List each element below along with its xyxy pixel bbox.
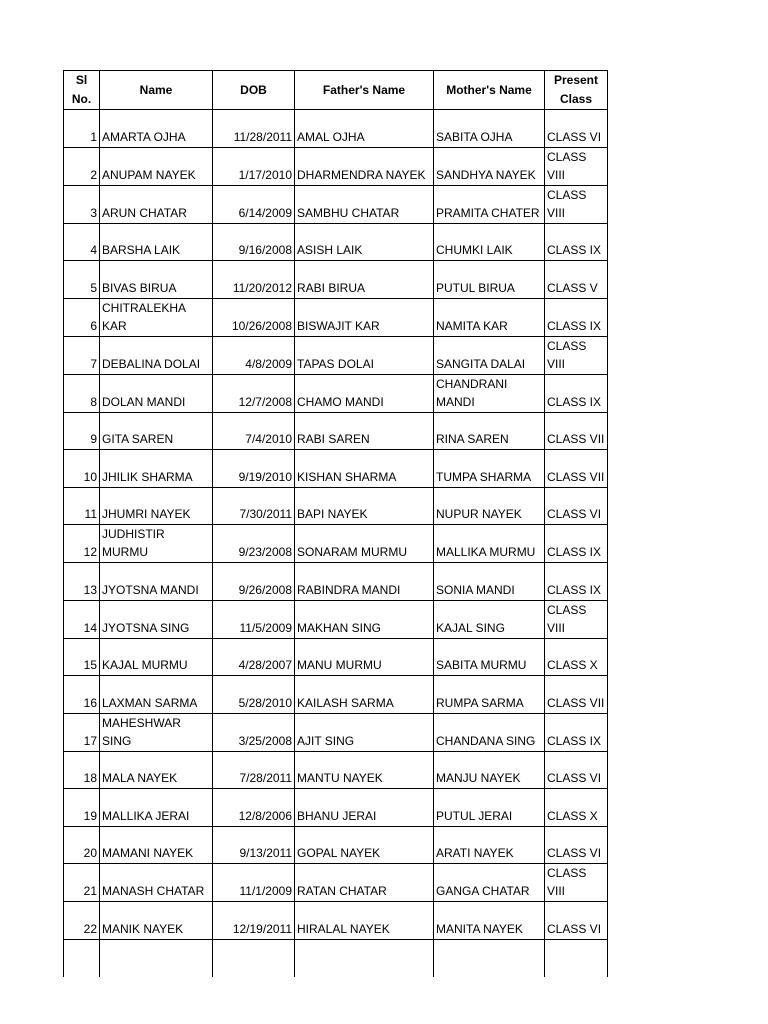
cell-dob: 12/19/2011	[213, 902, 295, 940]
cell-fathers-name: BISWAJIT KAR	[295, 298, 434, 336]
cell-sl-no: 8	[64, 374, 100, 412]
cell-fathers-name: RABI BIRUA	[295, 261, 434, 299]
cell-sl-no: 7	[64, 336, 100, 374]
header-fathers-name: Father's Name	[295, 71, 434, 110]
cell-sl-no: 3	[64, 185, 100, 223]
empty-cell	[100, 939, 213, 977]
table-row	[64, 826, 608, 864]
cell-mothers-name: MANJU NAYEK	[434, 751, 545, 789]
header-mothers-name: Mother's Name	[434, 71, 545, 110]
cell-dob: 1/17/2010	[213, 147, 295, 185]
cell-sl-no: 15	[64, 638, 100, 676]
cell-fathers-name: MAKHAN SING	[295, 600, 434, 638]
cell-dob: 10/26/2008	[213, 298, 295, 336]
cell-mothers-name: PUTUL BIRUA	[434, 261, 545, 299]
cell-name: MALA NAYEK	[100, 751, 213, 789]
table-row	[64, 261, 608, 299]
cell-present-class: CLASS IX	[545, 298, 608, 336]
table-row	[64, 902, 608, 940]
cell-present-class: CLASS VII	[545, 450, 608, 488]
cell-present-class: CLASS X	[545, 789, 608, 827]
cell-dob: 4/8/2009	[213, 336, 295, 374]
table-row	[64, 751, 608, 789]
cell-name: CHITRALEKHA KAR	[100, 298, 213, 336]
cell-dob: 7/4/2010	[213, 412, 295, 450]
table-row	[64, 412, 608, 450]
cell-dob: 9/23/2008	[213, 525, 295, 563]
cell-present-class: CLASS V	[545, 261, 608, 299]
cell-name: DEBALINA DOLAI	[100, 336, 213, 374]
cell-name: MAMANI NAYEK	[100, 826, 213, 864]
cell-dob: 11/28/2011	[213, 110, 295, 148]
cell-mothers-name: NAMITA KAR	[434, 298, 545, 336]
cell-mothers-name: SABITA OJHA	[434, 110, 545, 148]
cell-name: JYOTSNA SING	[100, 600, 213, 638]
table-row	[64, 676, 608, 714]
cell-dob: 9/16/2008	[213, 223, 295, 261]
cell-dob: 11/20/2012	[213, 261, 295, 299]
table-row	[64, 450, 608, 488]
cell-mothers-name: RUMPA SARMA	[434, 676, 545, 714]
cell-present-class: CLASS VI	[545, 110, 608, 148]
cell-dob: 9/19/2010	[213, 450, 295, 488]
table-row	[64, 563, 608, 601]
cell-sl-no: 20	[64, 826, 100, 864]
cell-fathers-name: MANU MURMU	[295, 638, 434, 676]
cell-present-class: CLASS VIII	[545, 336, 608, 374]
cell-present-class: CLASS VI	[545, 487, 608, 525]
cell-fathers-name: KAILASH SARMA	[295, 676, 434, 714]
cell-fathers-name: KISHAN SHARMA	[295, 450, 434, 488]
header-dob: DOB	[213, 71, 295, 110]
empty-cell	[434, 939, 545, 977]
cell-mothers-name: GANGA CHATAR	[434, 864, 545, 902]
cell-mothers-name: PRAMITA CHATER	[434, 185, 545, 223]
cell-name: JHUMRI NAYEK	[100, 487, 213, 525]
cell-sl-no: 6	[64, 298, 100, 336]
cell-sl-no: 22	[64, 902, 100, 940]
cell-present-class: CLASS IX	[545, 223, 608, 261]
cell-name: MANIK NAYEK	[100, 902, 213, 940]
table-row	[64, 525, 608, 563]
header-row	[64, 71, 608, 110]
cell-name: KAJAL MURMU	[100, 638, 213, 676]
header-present-class: Present Class	[545, 71, 608, 110]
cell-name: JUDHISTIR MURMU	[100, 525, 213, 563]
cell-mothers-name: CHANDANA SING	[434, 713, 545, 751]
empty-cell	[545, 939, 608, 977]
cell-name: JHILIK SHARMA	[100, 450, 213, 488]
cell-dob: 11/1/2009	[213, 864, 295, 902]
cell-dob: 7/30/2011	[213, 487, 295, 525]
table-row	[64, 336, 608, 374]
cell-fathers-name: RABI SAREN	[295, 412, 434, 450]
cell-mothers-name: MALLIKA MURMU	[434, 525, 545, 563]
table-row	[64, 223, 608, 261]
cell-fathers-name: GOPAL NAYEK	[295, 826, 434, 864]
cell-fathers-name: AMAL OJHA	[295, 110, 434, 148]
cell-dob: 5/28/2010	[213, 676, 295, 714]
cell-name: LAXMAN SARMA	[100, 676, 213, 714]
table-row	[64, 110, 608, 148]
cell-dob: 4/28/2007	[213, 638, 295, 676]
cell-fathers-name: RABINDRA MANDI	[295, 563, 434, 601]
cell-mothers-name: SANDHYA NAYEK	[434, 147, 545, 185]
header-name: Name	[100, 71, 213, 110]
cell-mothers-name: CHUMKI LAIK	[434, 223, 545, 261]
cell-name: AMARTA OJHA	[100, 110, 213, 148]
table-row	[64, 487, 608, 525]
cell-dob: 12/7/2008	[213, 374, 295, 412]
cell-name: GITA SAREN	[100, 412, 213, 450]
table-row	[64, 638, 608, 676]
cell-mothers-name: KAJAL SING	[434, 600, 545, 638]
cell-fathers-name: BAPI NAYEK	[295, 487, 434, 525]
cell-present-class: CLASS VIII	[545, 147, 608, 185]
cell-sl-no: 9	[64, 412, 100, 450]
cell-fathers-name: RATAN CHATAR	[295, 864, 434, 902]
cell-dob: 11/5/2009	[213, 600, 295, 638]
cell-fathers-name: TAPAS DOLAI	[295, 336, 434, 374]
cell-present-class: CLASS VIII	[545, 185, 608, 223]
cell-mothers-name: CHANDRANI MANDI	[434, 374, 545, 412]
cell-name: DOLAN MANDI	[100, 374, 213, 412]
cell-sl-no: 17	[64, 713, 100, 751]
cell-present-class: CLASS VII	[545, 676, 608, 714]
cell-fathers-name: MANTU NAYEK	[295, 751, 434, 789]
table-row	[64, 298, 608, 336]
cell-name: JYOTSNA MANDI	[100, 563, 213, 601]
cell-fathers-name: DHARMENDRA NAYEK	[295, 147, 434, 185]
cell-name: ARUN CHATAR	[100, 185, 213, 223]
cell-present-class: CLASS IX	[545, 563, 608, 601]
cell-fathers-name: AJIT SING	[295, 713, 434, 751]
table-row	[64, 185, 608, 223]
cell-present-class: CLASS IX	[545, 713, 608, 751]
cell-sl-no: 11	[64, 487, 100, 525]
student-table	[63, 70, 608, 977]
cell-sl-no: 16	[64, 676, 100, 714]
cell-mothers-name: SANGITA DALAI	[434, 336, 545, 374]
cell-present-class: CLASS VIII	[545, 600, 608, 638]
cell-dob: 9/13/2011	[213, 826, 295, 864]
cell-fathers-name: CHAMO MANDI	[295, 374, 434, 412]
cell-mothers-name: SABITA MURMU	[434, 638, 545, 676]
cell-present-class: CLASS VIII	[545, 864, 608, 902]
cell-fathers-name: ASISH LAIK	[295, 223, 434, 261]
table-body	[64, 110, 608, 977]
cell-sl-no: 19	[64, 789, 100, 827]
table-row	[64, 789, 608, 827]
table-row	[64, 147, 608, 185]
table-row	[64, 713, 608, 751]
cell-sl-no: 5	[64, 261, 100, 299]
cell-present-class: CLASS VI	[545, 751, 608, 789]
table-row	[64, 600, 608, 638]
cell-fathers-name: SONARAM MURMU	[295, 525, 434, 563]
student-list-sheet	[63, 70, 608, 977]
cell-name: BIVAS BIRUA	[100, 261, 213, 299]
cell-sl-no: 13	[64, 563, 100, 601]
cell-sl-no: 4	[64, 223, 100, 261]
cell-fathers-name: HIRALAL NAYEK	[295, 902, 434, 940]
cell-sl-no: 14	[64, 600, 100, 638]
cell-mothers-name: NUPUR NAYEK	[434, 487, 545, 525]
cell-dob: 9/26/2008	[213, 563, 295, 601]
cell-sl-no: 12	[64, 525, 100, 563]
cell-dob: 12/8/2006	[213, 789, 295, 827]
cell-present-class: CLASS IX	[545, 374, 608, 412]
cell-mothers-name: PUTUL JERAI	[434, 789, 545, 827]
cell-present-class: CLASS IX	[545, 525, 608, 563]
cell-dob: 7/28/2011	[213, 751, 295, 789]
cell-sl-no: 21	[64, 864, 100, 902]
cell-present-class: CLASS VI	[545, 902, 608, 940]
cell-present-class: CLASS VII	[545, 412, 608, 450]
cell-name: BARSHA LAIK	[100, 223, 213, 261]
cell-fathers-name: SAMBHU CHATAR	[295, 185, 434, 223]
table-row	[64, 374, 608, 412]
header-sl-no: Sl No.	[64, 71, 100, 110]
empty-cell	[64, 939, 100, 977]
cell-sl-no: 18	[64, 751, 100, 789]
table-row-partial	[64, 939, 608, 977]
cell-dob: 6/14/2009	[213, 185, 295, 223]
cell-fathers-name: BHANU JERAI	[295, 789, 434, 827]
cell-name: ANUPAM NAYEK	[100, 147, 213, 185]
cell-sl-no: 1	[64, 110, 100, 148]
cell-mothers-name: MANITA NAYEK	[434, 902, 545, 940]
cell-sl-no: 10	[64, 450, 100, 488]
cell-dob: 3/25/2008	[213, 713, 295, 751]
cell-name: MAHESHWAR SING	[100, 713, 213, 751]
table-row	[64, 864, 608, 902]
cell-sl-no: 2	[64, 147, 100, 185]
cell-present-class: CLASS X	[545, 638, 608, 676]
cell-present-class: CLASS VI	[545, 826, 608, 864]
cell-name: MALLIKA JERAI	[100, 789, 213, 827]
cell-mothers-name: TUMPA SHARMA	[434, 450, 545, 488]
empty-cell	[295, 939, 434, 977]
empty-cell	[213, 939, 295, 977]
cell-mothers-name: RINA SAREN	[434, 412, 545, 450]
cell-mothers-name: ARATI NAYEK	[434, 826, 545, 864]
cell-mothers-name: SONIA MANDI	[434, 563, 545, 601]
cell-name: MANASH CHATAR	[100, 864, 213, 902]
